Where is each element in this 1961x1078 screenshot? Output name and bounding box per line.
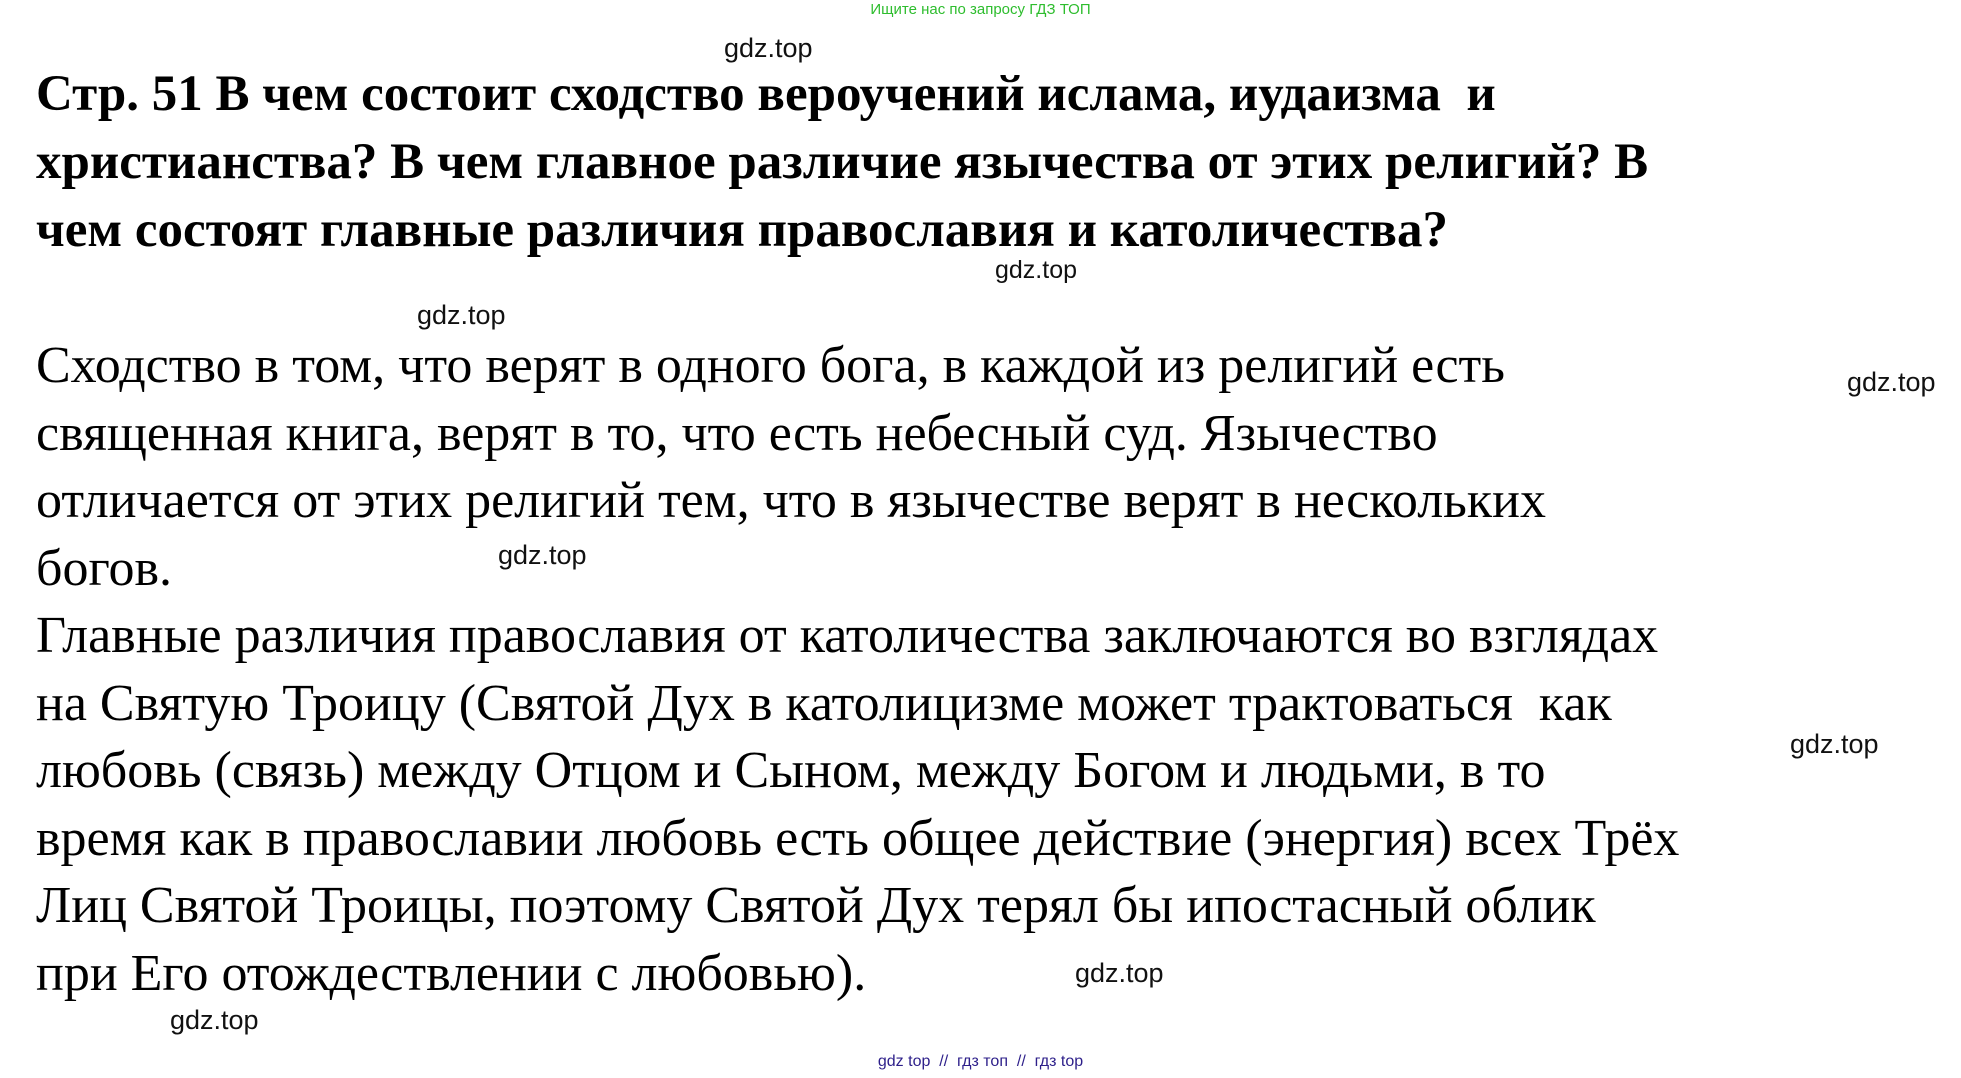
watermark: gdz.top [1847, 367, 1936, 397]
watermark: gdz.top [498, 540, 587, 570]
answer-line: Лиц Святой Троицы, поэтому Святой Дух терял бы ипостасный облик [36, 877, 1596, 934]
answer-line: при Его отождествлении с любовью). [36, 944, 867, 1002]
question-line: христианства? В чем главное различие язычества от этих религий? В [36, 134, 1649, 190]
watermark: gdz.top [170, 1005, 259, 1035]
watermark: gdz.top [724, 33, 813, 63]
watermark: gdz.top [1075, 958, 1164, 988]
question-heading [36, 60, 1936, 264]
answer-line: священная книга, верят в то, что есть небесный суд. Язычество [36, 404, 1438, 462]
top-banner: Ищите нас по запросу ГДЗ ТОП [870, 1, 1091, 18]
answer-line: время как в православии любовь есть общее действие (энергия) всех Трёх [36, 809, 1680, 867]
answer-line: отличается от этих религий тем, что в язычестве верят в нескольких [36, 472, 1546, 529]
answer-line: Главные различия православия от католичества заключаются во взглядах [36, 607, 1659, 664]
footer-links: gdz top // гдз топ // гдз top [877, 1053, 1084, 1070]
question-line: Стр. 51 В чем состоит сходство вероучений ислама, иудаизма и [36, 66, 1496, 122]
watermark: gdz.top [417, 300, 506, 330]
answer-line: Сходство в том, что верят в одного бога, в каждой из религий есть [36, 337, 1505, 394]
question-line: чем состоят главные различия православия и католичества? [36, 202, 1448, 258]
answer-text [36, 332, 1936, 1007]
watermark: gdz.top [1790, 729, 1879, 759]
answer-line: богов. [36, 539, 173, 597]
answer-line: на Святую Троицу (Святой Дух в католицизме может трактоваться как [36, 674, 1612, 732]
answer-line: любовь (связь) между Отцом и Сыном, между Богом и людьми, в то [36, 742, 1546, 799]
watermark: gdz.top [995, 256, 1078, 284]
